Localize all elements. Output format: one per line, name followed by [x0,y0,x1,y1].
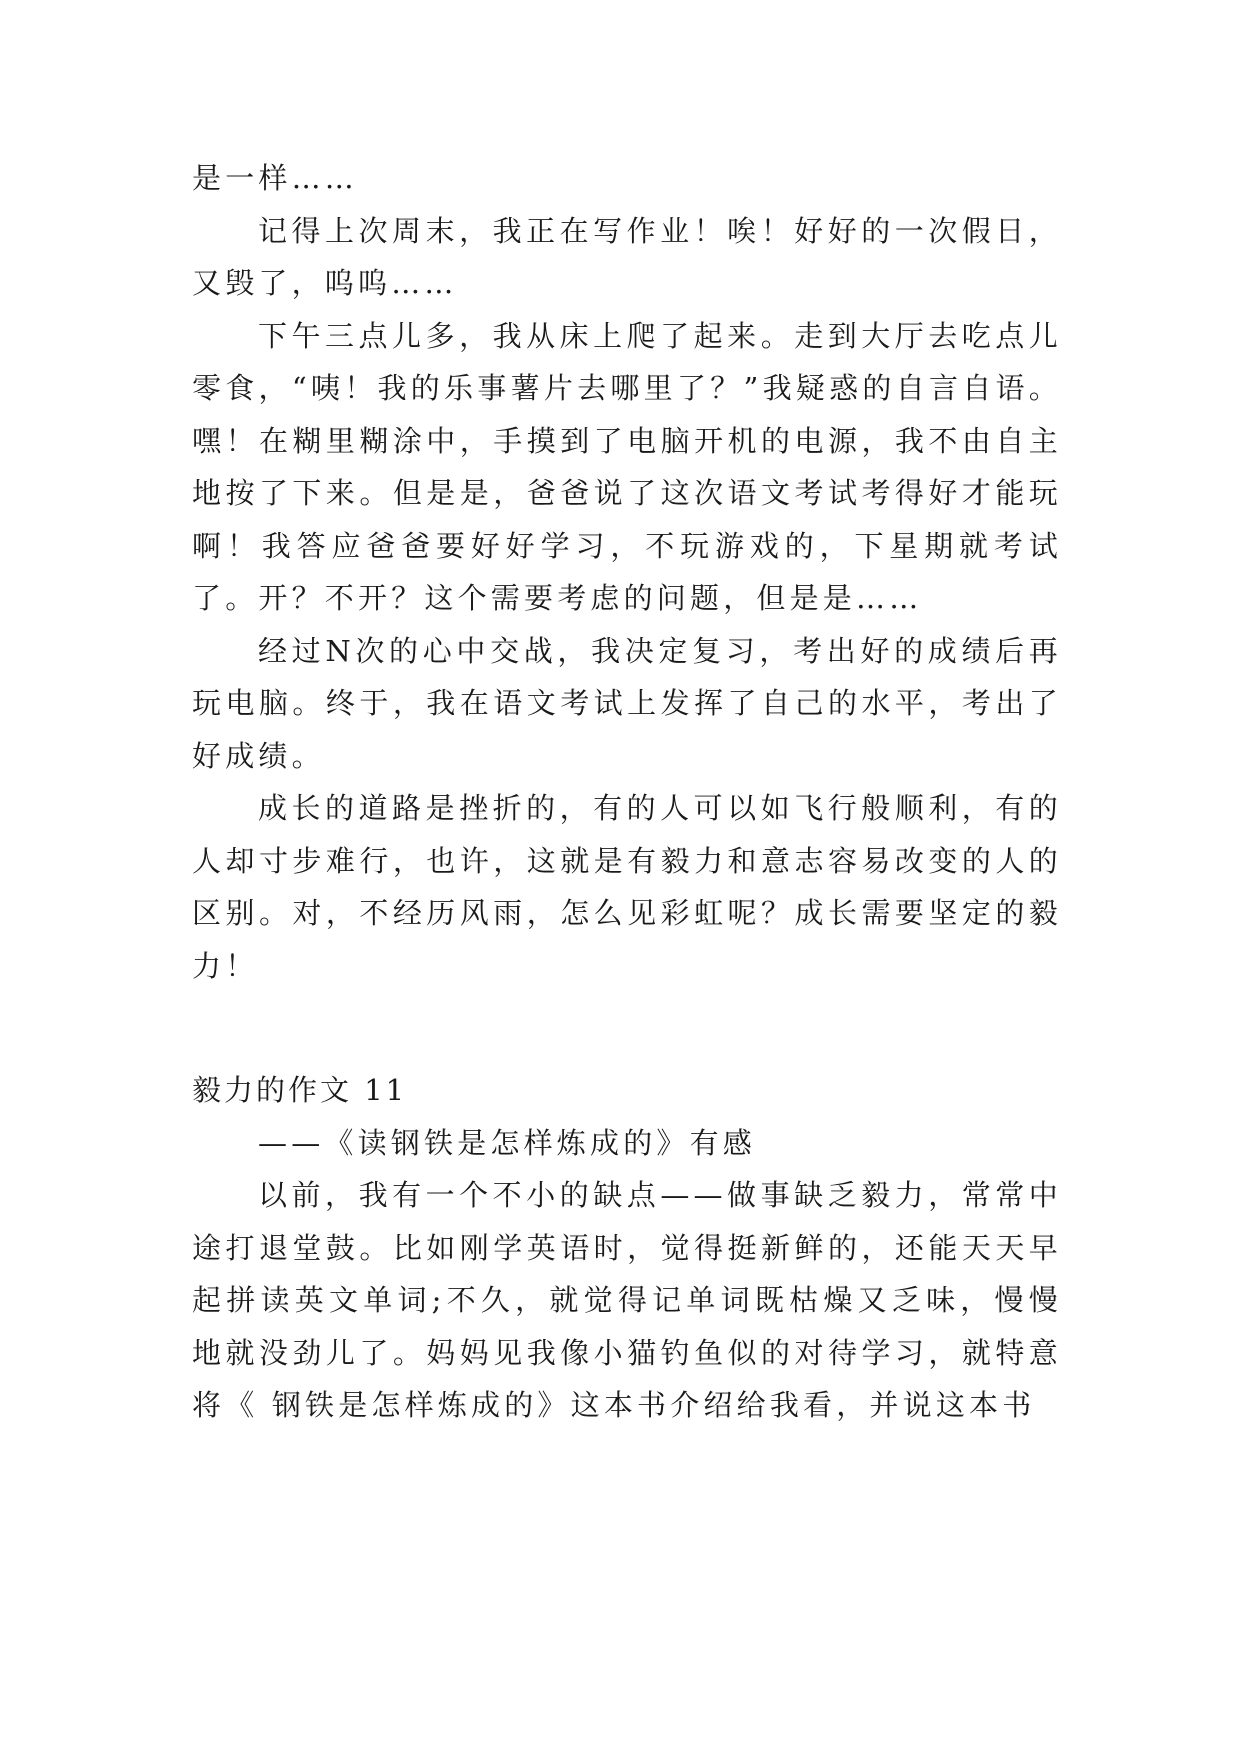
paragraph-continuation: 是一样…… [192,161,359,195]
paragraph-shortcoming: 以前，我有一个不小的缺点——做事缺乏毅力，常常中途打退堂鼓。比如刚学英语时，觉得挺新鲜的，还能天天早起拼读英文单词;不久，就觉得记单词既枯燥又乏味，慢慢地就没劲儿了。妈妈见我像小猫钓鱼似的对待学习，就特意将《 钢铁是怎样炼成的》这本书介绍给我看，并说这本书 [192,1178,1062,1422]
paragraph-afternoon: 下午三点儿多，我从床上爬了起来。走到大厅去吃点儿零食，“咦！我的乐事薯片去哪里了？”我疑惑的自言自语。嘿！在糊里糊涂中，手摸到了电脑开机的电源，我不由自主地按了下来。但是是，爸爸说了这次语文考试考得好才能玩啊！我答应爸爸要好好学习，不玩游戏的，下星期就考试了。开？不开？这个需要考虑的问题，但是是…… [192,318,1062,615]
section-subtitle: ——《读钢铁是怎样炼成的》有感 [258,1125,757,1160]
paragraph-review: 经过N次的心中交战，我决定复习，考出好的成绩后再玩电脑。终于，我在语文考试上发挥了自己的水平，考出了好成绩。 [192,633,1062,773]
paragraph-weekend: 记得上次周末，我正在写作业！唉！好好的一次假日，又毁了，呜呜…… [192,213,1062,300]
section-title: 毅力的作文 11 [192,1073,408,1107]
paragraph-growth: 成长的道路是挫折的，有的人可以如飞行般顺利，有的人却寸步难行，也许，这就是有毅力和意志容易改变的人的区别。对，不经历风雨，怎么见彩虹呢？成长需要坚定的毅力！ [192,791,1062,983]
document-body [192,152,1062,1432]
